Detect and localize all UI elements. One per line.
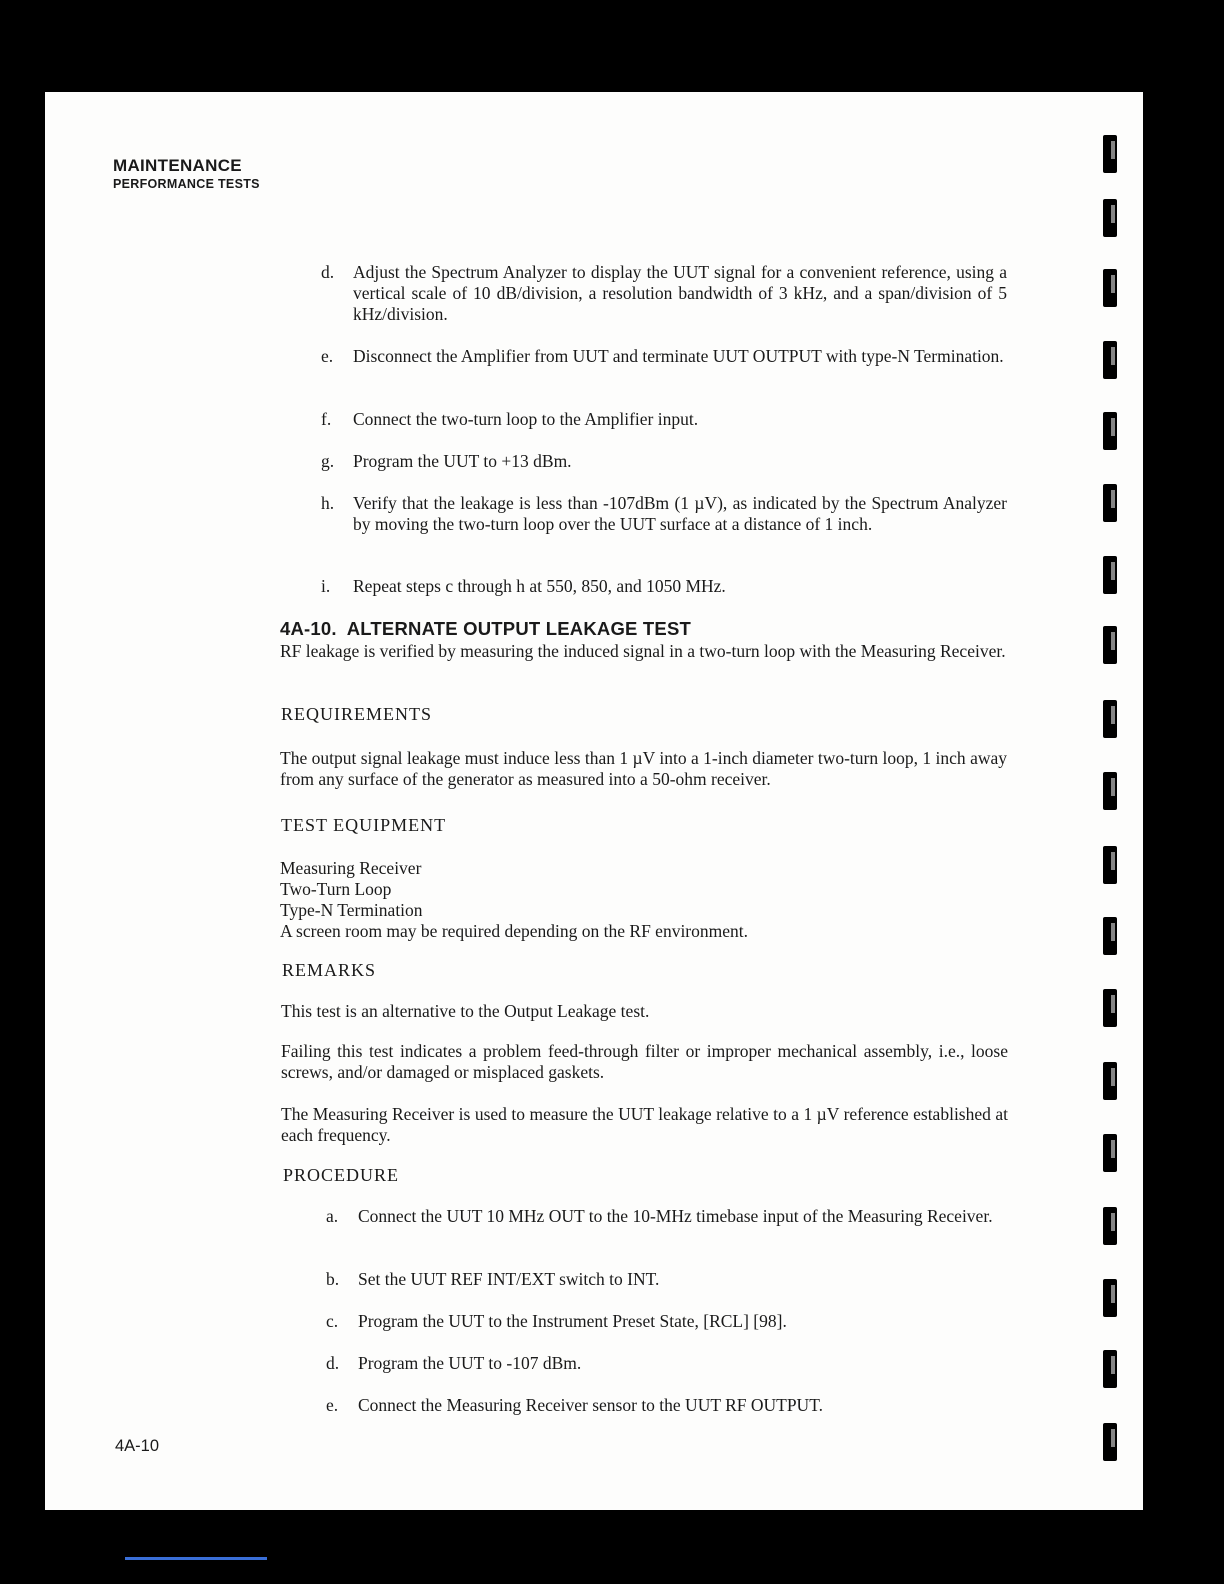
step-text: Repeat steps c through h at 550, 850, and 1050 MHz. (353, 576, 726, 596)
step-text: Connect the Measuring Receiver sensor to the UUT RF OUTPUT. (358, 1395, 823, 1415)
binding-mark (1103, 626, 1117, 664)
step-letter: e. (326, 1395, 339, 1415)
binding-mark (1103, 135, 1117, 173)
scroll-indicator (125, 1557, 267, 1560)
binding-mark (1103, 1279, 1117, 1317)
remarks-paragraph: This test is an alternative to the Output Leakage test. (281, 1001, 650, 1021)
binding-mark (1103, 1207, 1117, 1245)
step-letter: b. (326, 1269, 340, 1289)
section-intro: RF leakage is verified by measuring the induced signal in a two-turn loop with the Measuring Receiver. (280, 641, 1006, 661)
binding-mark (1103, 1350, 1117, 1388)
step-letter: d. (326, 1353, 340, 1373)
binding-mark (1103, 700, 1117, 738)
step-letter: g. (321, 451, 335, 471)
step-letter: i. (321, 576, 331, 596)
step-text: Disconnect the Amplifier from UUT and terminate UUT OUTPUT with type-N Termination. (353, 346, 1004, 366)
list-item: Two-Turn Loop (280, 879, 392, 899)
step-letter: h. (321, 493, 335, 513)
binding-mark (1103, 199, 1117, 237)
step-text: Program the UUT to +13 dBm. (353, 451, 572, 471)
binding-mark (1103, 772, 1117, 810)
binding-mark (1103, 1423, 1117, 1461)
step-letter: c. (326, 1311, 339, 1331)
step-letter: f. (321, 409, 332, 429)
section-title (280, 618, 691, 640)
step-letter: a. (326, 1206, 339, 1226)
header-title: MAINTENANCE (113, 156, 242, 175)
list-item: Measuring Receiver (280, 858, 422, 878)
binding-mark (1103, 1062, 1117, 1100)
step-text: Set the UUT REF INT/EXT switch to INT. (358, 1269, 660, 1289)
binding-mark (1103, 341, 1117, 379)
requirements-text: The output signal leakage must induce less than 1 µV into a 1-inch diameter two-turn loop, 1 inch away from any surface of the generator as measured into a 50-ohm receiver. (280, 748, 1007, 789)
step-text: Program the UUT to the Instrument Preset State, [RCL] [98]. (358, 1311, 787, 1331)
step-letter: d. (321, 262, 335, 282)
binding-mark (1103, 269, 1117, 307)
test-equipment-list (280, 858, 1007, 942)
binding-mark (1103, 412, 1117, 450)
list-item: Type-N Termination (280, 900, 423, 920)
section-heading: ALTERNATE OUTPUT LEAKAGE TEST (346, 618, 692, 639)
step-letter: e. (321, 346, 334, 366)
binding-mark (1103, 556, 1117, 594)
binding-mark (1103, 1134, 1117, 1172)
document-page (45, 92, 1143, 1510)
list-item: A screen room may be required depending on the RF environment. (280, 921, 749, 941)
header-subtitle: PERFORMANCE TESTS (113, 177, 260, 191)
step-text: Connect the UUT 10 MHz OUT to the 10-MHz timebase input of the Measuring Receiver. (358, 1206, 993, 1226)
binding-mark (1103, 484, 1117, 522)
binding-mark (1103, 917, 1117, 955)
section-number: 4A-10. (280, 618, 337, 639)
test-equipment-heading: TEST EQUIPMENT (281, 815, 447, 835)
remarks-heading: REMARKS (282, 960, 377, 980)
step-text: Verify that the leakage is less than -107dBm (1 µV), as indicated by the Spectrum Analyzer by moving the two-turn loop over the UUT surface at a distance of 1 inch. (353, 493, 1007, 534)
step-text: Connect the two-turn loop to the Amplifier input. (353, 409, 699, 429)
remarks-paragraph: Failing this test indicates a problem feed-through filter or improper mechanical assembly, i.e., loose screws, and/or damaged or misplaced gaskets. (281, 1041, 1008, 1082)
page-number: 4A-10 (115, 1437, 160, 1455)
step-text: Program the UUT to -107 dBm. (358, 1353, 582, 1373)
procedure-heading: PROCEDURE (283, 1165, 400, 1185)
page-header (113, 156, 260, 191)
step-text: Adjust the Spectrum Analyzer to display the UUT signal for a convenient reference, using a vertical scale of 10 dB/division, a resolution bandwidth of 3 kHz, and a span/division of 5 kHz/division. (353, 262, 1007, 324)
binding-mark (1103, 846, 1117, 884)
requirements-heading: REQUIREMENTS (281, 704, 432, 724)
binding-mark (1103, 989, 1117, 1027)
remarks-paragraph: The Measuring Receiver is used to measure the UUT leakage relative to a 1 µV reference established at each frequency. (281, 1104, 1008, 1145)
